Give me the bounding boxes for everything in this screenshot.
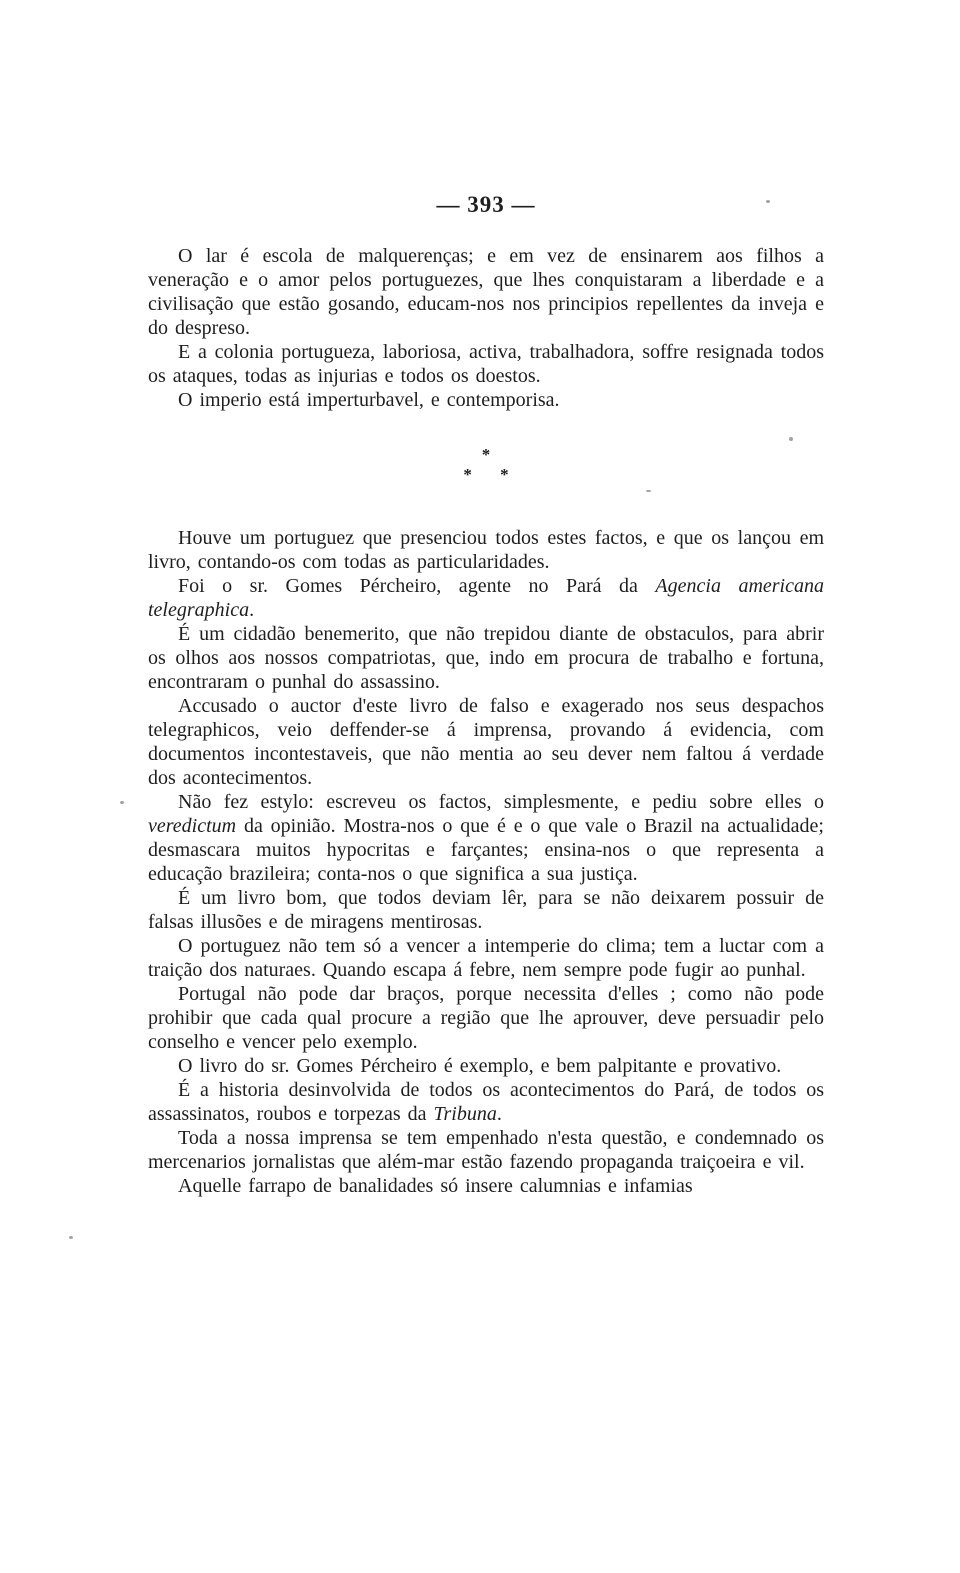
- paragraph: [148, 1054, 824, 1078]
- body-text-segment: O livro do sr. Gomes Pércheiro é exemplo, e bem palpitante e provativo.: [178, 1055, 782, 1077]
- body-text-segment: Houve um portuguez que presenciou todos estes factos, e que os lançou em livro, contando-os com todas as particularidades.: [148, 527, 824, 573]
- scan-speck: [646, 490, 651, 492]
- paragraph: [148, 526, 824, 574]
- italic-text: Agencia americana telegraphica: [148, 575, 824, 621]
- paragraph: [148, 244, 824, 340]
- scan-speck: [789, 437, 793, 441]
- body-text-segment: Portugal não pode dar braços, porque necessita d'elles ; como não pode prohibir que cada qual procure a região que lhe aprouver, deve persuadir pelo conselho e vencer pelo exemplo.: [148, 983, 824, 1053]
- body-text-segment: É um livro bom, que todos deviam lêr, para se não deixarem possuir de falsas illusões e de miragens mentirosas.: [148, 887, 824, 933]
- paragraph: [148, 340, 824, 388]
- paragraph: [148, 982, 824, 1054]
- paragraph: [148, 934, 824, 982]
- paragraph: [148, 388, 824, 412]
- body-text-segment: É a historia desinvolvida de todos os acontecimentos do Pará, de todos os assassinatos, roubos e torpezas da: [148, 1079, 824, 1125]
- body-text-segment: É um cidadão benemerito, que não trepidou diante de obstaculos, para abrir os olhos aos nossos compatriotas, que, indo em procura de trabalho e fortuna, encontraram o punhal do assassino.: [148, 623, 824, 693]
- page-number: — 393 —: [436, 192, 536, 217]
- body-text-segment: .: [249, 599, 255, 621]
- paragraph: [148, 886, 824, 934]
- body-text-segment: Não fez estylo: escreveu os factos, simplesmente, e pediu sobre elles o: [178, 791, 824, 813]
- asterism-top: *: [481, 445, 491, 464]
- italic-text: Tribuna: [433, 1103, 497, 1125]
- paragraph: [148, 1078, 824, 1126]
- page-body: [148, 244, 824, 1198]
- paragraph: [148, 574, 824, 622]
- body-text-segment: O imperio está imperturbavel, e contemporisa.: [178, 389, 560, 411]
- scan-speck: [120, 801, 124, 804]
- paragraph: [148, 790, 824, 886]
- asterism-separator: [148, 445, 824, 484]
- text-column: [148, 192, 824, 1198]
- body-text-segment: O lar é escola de malquerenças; e em vez de ensinarem aos filhos a veneração e o amor pelos portuguezes, que lhes conquistaram a liberdade e a civilisação que estão gosando, educam-nos nos principios repellentes da inveja e do despreso.: [148, 245, 824, 339]
- italic-text: veredictum: [148, 815, 237, 837]
- body-text-segment: da opinião. Mostra-nos o que é e o que vale o Brazil na actualidade; desmascara muitos hypocritas e farçantes; ensina-nos o que representa a educação brazileira; conta-nos o que significa a sua justiça.: [148, 815, 824, 885]
- paragraph: [148, 1174, 824, 1198]
- paragraph: [148, 622, 824, 694]
- paragraph: [148, 694, 824, 790]
- scan-speck: [69, 1236, 73, 1239]
- body-text-segment: E a colonia portugueza, laboriosa, activa, trabalhadora, soffre resignada todos os ataques, todas as injurias e todos os doestos.: [148, 341, 824, 387]
- body-text-segment: Foi o sr. Gomes Pércheiro, agente no Pará da: [178, 575, 656, 597]
- body-text-segment: Accusado o auctor d'este livro de falso e exagerado nos seus despachos telegraphicos, veio deffender-se á imprensa, provando á evidencia, com documentos incontestaveis, que não mentia ao seu dever nem faltou á verdade dos acontecimentos.: [148, 695, 824, 789]
- asterism-bottom: * *: [463, 465, 521, 484]
- body-text-segment: O portuguez não tem só a vencer a intemperie do clima; tem a luctar com a traição dos naturaes. Quando escapa á febre, nem sempre pode fugir ao punhal.: [148, 935, 824, 981]
- paragraph: [148, 1126, 824, 1174]
- body-text-segment: .: [496, 1103, 502, 1125]
- body-text-segment: Aquelle farrapo de banalidades só insere calumnias e infamias: [178, 1175, 693, 1197]
- body-text-segment: Toda a nossa imprensa se tem empenhado n'esta questão, e condemnado os mercenarios jornalistas que além-mar estão fazendo propaganda traiçoeira e vil.: [148, 1127, 824, 1173]
- scan-speck: [766, 200, 770, 203]
